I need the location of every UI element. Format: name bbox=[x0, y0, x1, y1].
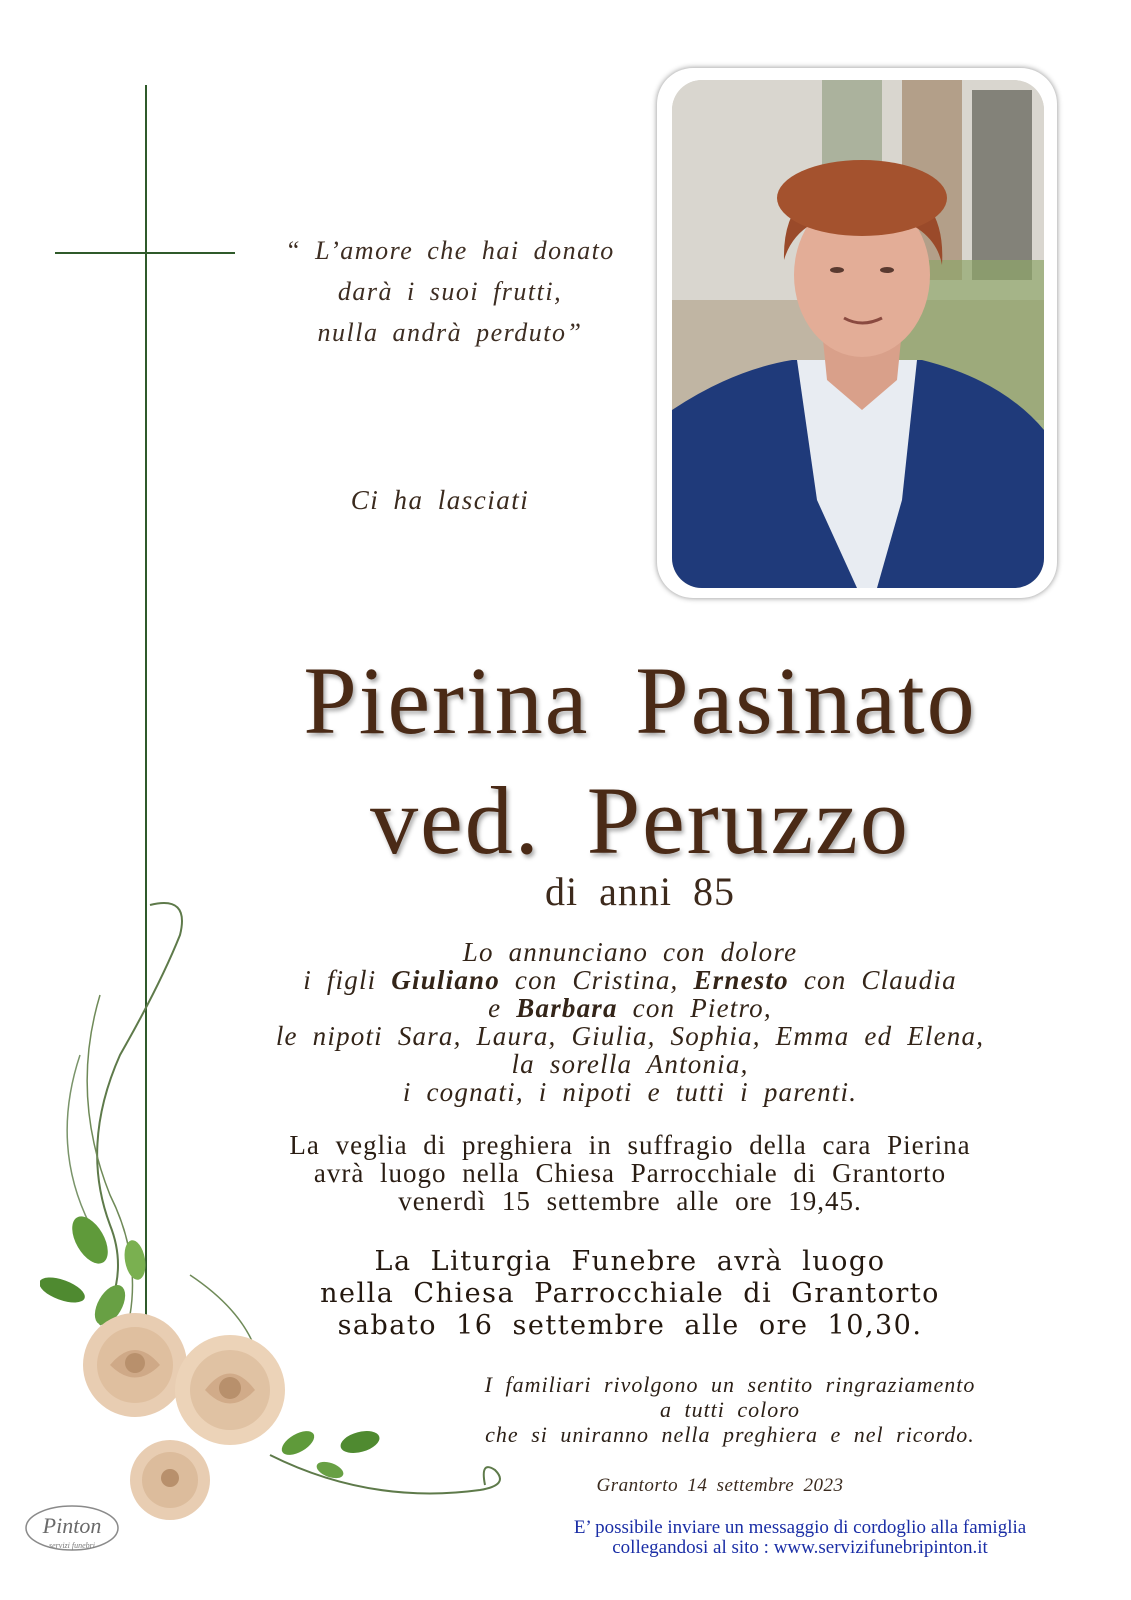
thanks-line: che si uniranno nella preghiera e nel ricordo. bbox=[485, 1422, 975, 1447]
cross-horizontal-line bbox=[55, 252, 235, 254]
text: con Pietro, bbox=[617, 993, 772, 1023]
liturgy-line: sabato 16 settembre alle ore 10,30. bbox=[337, 1310, 923, 1341]
quote-line: “ L’amore che hai donato bbox=[285, 236, 615, 265]
announcement-line: le nipoti Sara, Laura, Giulia, Sophia, Emma ed Elena, bbox=[275, 1021, 985, 1051]
announcement-line: la sorella Antonia, bbox=[511, 1049, 749, 1079]
text: con Cristina, bbox=[499, 965, 694, 995]
child-name: Ernesto bbox=[693, 965, 789, 995]
footer-link[interactable]: collegandosi al sito : www.servizifunebripinton.it bbox=[612, 1537, 988, 1558]
footer-line: E’ possibile inviare un messaggio di cordoglio alla famiglia bbox=[573, 1517, 1027, 1538]
liturgy-line: La Liturgia Funebre avrà luogo bbox=[374, 1246, 886, 1277]
vigil-line: La veglia di preghiera in suffragio della cara Pierina bbox=[289, 1130, 971, 1160]
liturgy-line: nella Chiesa Parrocchiale di Grantorto bbox=[320, 1278, 940, 1309]
vigil-line: venerdì 15 settembre alle ore 19,45. bbox=[398, 1186, 862, 1216]
announcement-line: Lo annunciano con dolore bbox=[462, 937, 798, 967]
deceased-age: di anni 85 bbox=[545, 869, 735, 914]
svg-text:servizi funebri: servizi funebri bbox=[49, 1541, 95, 1550]
place-date: Grantorto 14 settembre 2023 bbox=[596, 1475, 844, 1496]
deceased-name: Pierina Pasinato bbox=[303, 647, 977, 754]
portrait-photo bbox=[672, 80, 1044, 588]
left-us-text: Ci ha lasciati bbox=[350, 485, 530, 515]
child-name: Barbara bbox=[516, 993, 618, 1023]
child-name: Giuliano bbox=[391, 965, 500, 995]
text: i figli bbox=[303, 965, 392, 995]
thanks-line: a tutti coloro bbox=[659, 1397, 801, 1422]
quote-line: darà i suoi frutti, bbox=[337, 277, 563, 306]
text: e bbox=[488, 993, 517, 1023]
pinton-logo bbox=[22, 1500, 122, 1558]
svg-text:Pinton: Pinton bbox=[42, 1513, 102, 1538]
text: con Claudia bbox=[788, 965, 957, 995]
memorial-quote bbox=[255, 230, 645, 353]
deceased-widow-of: ved. Peruzzo bbox=[370, 767, 910, 874]
condolence-footer bbox=[520, 1518, 1080, 1558]
roses-decoration bbox=[40, 895, 520, 1555]
thanks-line: I familiari rivolgono un sentito ringraziamento bbox=[484, 1372, 976, 1397]
vigil-line: avrà luogo nella Chiesa Parrocchiale di Grantorto bbox=[313, 1158, 947, 1188]
quote-line: nulla andrà perduto” bbox=[317, 318, 583, 347]
announcement-line: i cognati, i nipoti e tutti i parenti. bbox=[402, 1077, 858, 1107]
